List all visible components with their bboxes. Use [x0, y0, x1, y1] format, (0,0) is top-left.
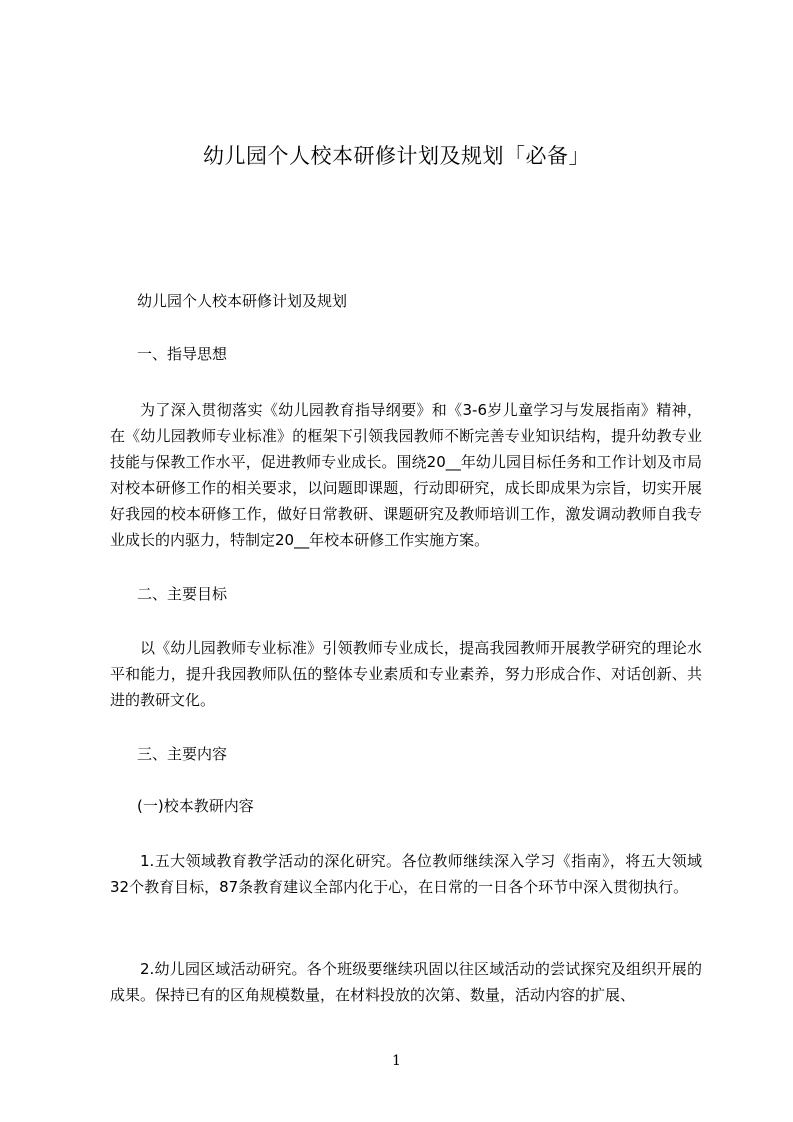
- document-title: 幼儿园个人校本研修计划及规划「必备」: [203, 144, 590, 168]
- item-2-paragraph: 2.幼儿园区域活动研究。各个班级要继续巩固以往区域活动的尝试探究及组织开展的成果。保持已有的区角规模数量，在材料投放的次第、数量，活动内容的扩展、: [110, 960, 702, 1004]
- section-3-heading: 三、主要内容: [137, 745, 228, 763]
- document-subtitle: 幼儿园个人校本研修计划及规划: [137, 292, 348, 310]
- item-1-paragraph: 1.五大领域教育教学活动的深化研究。各位教师继续深入学习《指南》，将五大领域32个教育目标，87条教育建议全部内化于心，在日常的一日各个环节中深入贯彻执行。: [110, 852, 702, 896]
- section-1-paragraph: 为了深入贯彻落实《幼儿园教育指导纲要》和《3-6岁儿童学习与发展指南》精神，在《幼儿园教师专业标准》的框架下引领我园教师不断完善专业知识结构，提升幼教专业技能与保教工作水平，促进教师专业成长。围绕20__年幼儿园目标任务和工作计划及市局对校本研修工作的相关要求，以问题即课题，行动即研究，成长即成果为宗旨，切实开展好我园的校本研修工作，做好日常教研、课题研究及教师培训工作，激发调动教师自我专业成长的内驱力，特制定20__年校本研修工作实施方案。: [110, 401, 702, 549]
- section-2-heading: 二、主要目标: [137, 585, 228, 603]
- subsection-1-heading: (一)校本教研内容: [137, 797, 254, 815]
- section-2-paragraph: 以《幼儿园教师专业标准》引领教师专业成长，提高我园教师开展教学研究的理论水平和能力，提升我园教师队伍的整体专业素质和专业素养，努力形成合作、对话创新、共进的教研文化。: [110, 639, 702, 709]
- section-1-heading: 一、指导思想: [137, 345, 228, 363]
- page-number: 1: [392, 1053, 401, 1069]
